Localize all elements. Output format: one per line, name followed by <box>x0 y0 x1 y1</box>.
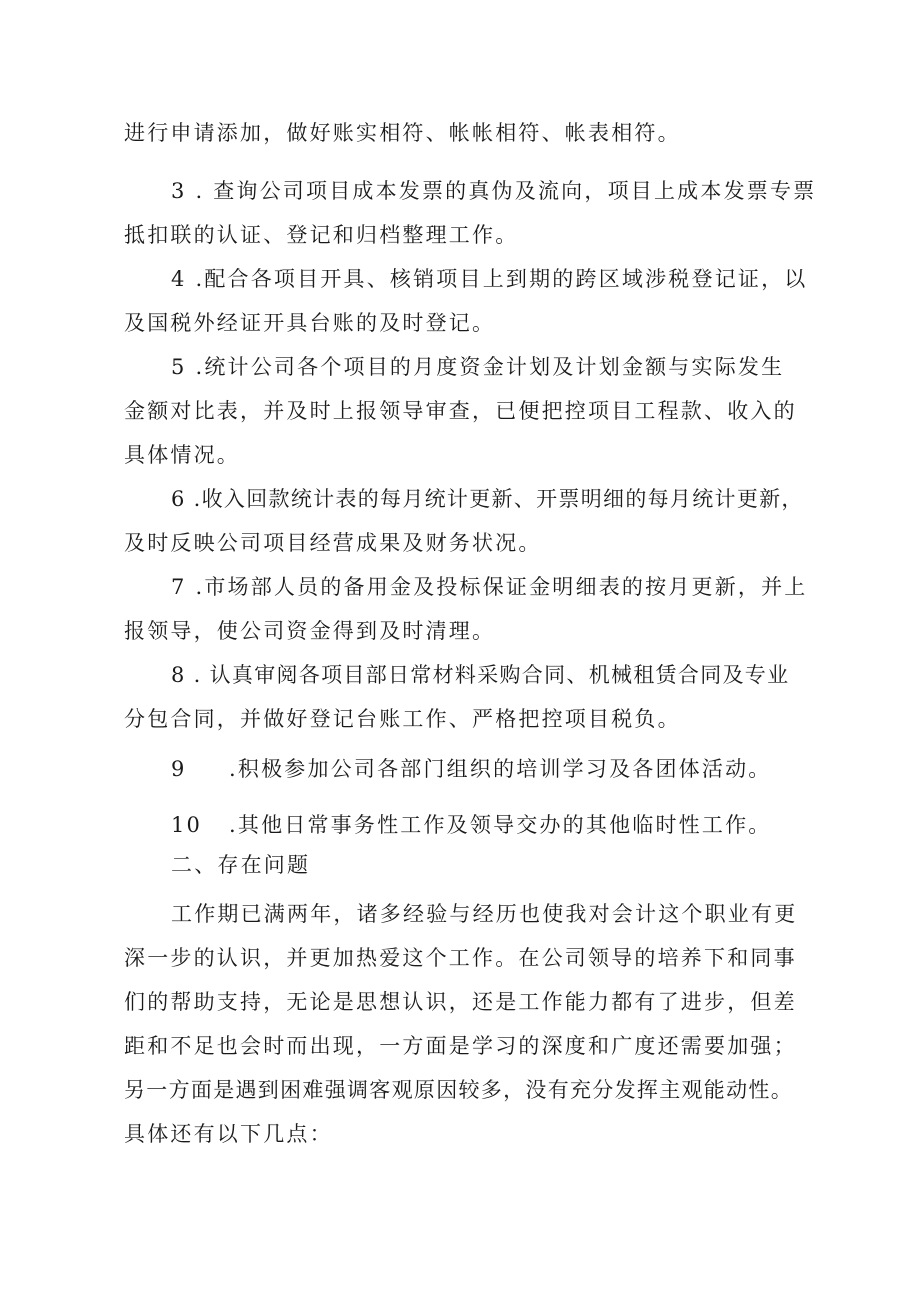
item-number: 10 <box>171 813 203 837</box>
item-text: .积极参加公司各部门组织的培训学习及各团体活动。 <box>229 757 772 781</box>
paragraph-line-1: 工作期已满两年，诸多经验与经历也使我对会计这个职业有更 <box>171 902 798 926</box>
list-item-5-line-2: 金额对比表，并及时上报领导审查，已便把控项目工程款、收入的 <box>124 399 797 423</box>
list-item-3-line-2: 抵扣联的认证、登记和归档整理工作。 <box>124 223 519 247</box>
item-text: .其他日常事务性工作及领导交办的其他临时性工作。 <box>229 813 772 837</box>
list-item-6-line-2: 及时反映公司项目经营成果及财务状况。 <box>124 531 542 555</box>
item-number: 6 <box>171 487 186 511</box>
paragraph-line-4: 距和不足也会时而出现，一方面是学习的深度和广度还需要加强； <box>124 1034 797 1058</box>
item-text: . 查询公司项目成本发票的真伪及流向，项目上成本发票专票 <box>186 179 817 203</box>
list-item-8-line-2: 分包合同，并做好登记台账工作、严格把控项目税负。 <box>124 707 681 731</box>
list-item-5-line-1 <box>171 352 784 382</box>
item-number: 4 <box>171 267 187 291</box>
list-item-6-line-1 <box>171 484 804 514</box>
list-item-7-line-2: 报领导，使公司资金得到及时清理。 <box>124 619 496 643</box>
list-item-8-line-1 <box>171 660 789 690</box>
item-number: 3 <box>171 179 187 203</box>
section-heading: 二、存在问题 <box>171 853 311 877</box>
item-text: . 认真审阅各项目部日常材料采购合同、机械租赁合同及专业 <box>185 663 790 687</box>
list-item-4-line-1 <box>171 264 808 294</box>
list-item-9-line-1 <box>171 754 771 784</box>
item-text: .统计公司各个项目的月度资金计划及计划金额与实际发生 <box>186 355 785 379</box>
item-number: 8 <box>171 663 186 687</box>
paragraph-line-6: 具体还有以下几点： <box>124 1122 333 1146</box>
list-item-4-line-2: 及国税外经证开具台账的及时登记。 <box>124 311 496 335</box>
item-number: 9 <box>171 757 187 781</box>
list-item-3-line-1 <box>171 176 816 206</box>
item-number: 7 <box>171 575 187 599</box>
item-text: .收入回款统计表的每月统计更新、开票明细的每月统计更新， <box>185 487 804 511</box>
list-item-5-line-3: 具体情况。 <box>124 443 240 467</box>
item-number: 5 <box>171 355 187 379</box>
paragraph-line-5: 另一方面是遇到困难强调客观原因较多，没有充分发挥主观能动性。 <box>124 1078 793 1102</box>
list-item-10-line-1 <box>171 810 771 840</box>
list-item-7-line-1 <box>171 572 808 602</box>
item-text: .市场部人员的备用金及投标保证金明细表的按月更新，并上 <box>186 575 808 599</box>
item-text: .配合各项目开具、核销项目上到期的跨区域涉税登记证，以 <box>186 267 808 291</box>
paragraph-line-2: 深一步的认识，并更加热爱这个工作。在公司领导的培养下和同事 <box>124 946 797 970</box>
paragraph-line-3: 们的帮助支持，无论是思想认识，还是工作能力都有了进步，但差 <box>124 990 797 1014</box>
intro-line: 进行申请添加，做好账实相符、帐帐相符、帐表相符。 <box>124 121 681 145</box>
